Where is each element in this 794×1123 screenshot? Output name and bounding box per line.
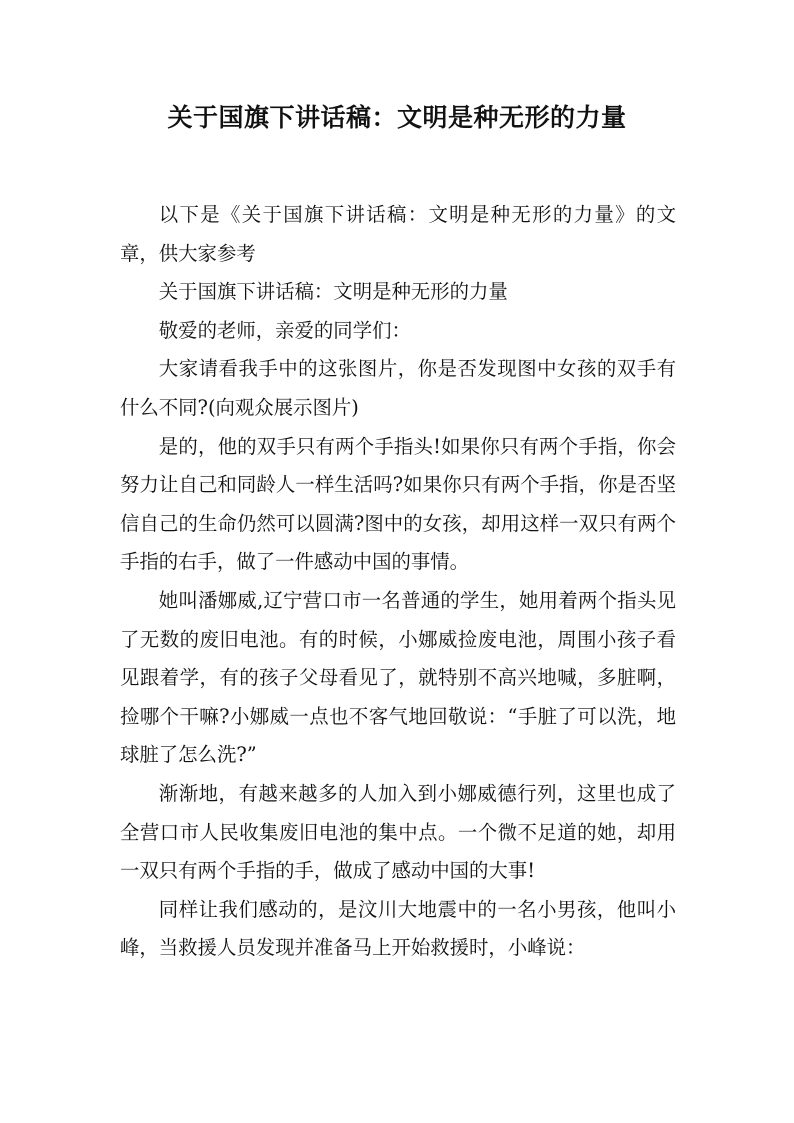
paragraph-two-fingers: 是的，他的双手只有两个手指头!如果你只有两个手指，你会努力让自己和同龄人一样生活吗?如果你只有两个手指，你是否坚信自己的生命仍然可以圆满?图中的女孩，却用这样一双只有两个手指的右手，做了一件感动中国的事情。 [120, 434, 676, 574]
paragraph-intro: 以下是《关于国旗下讲话稿：文明是种无形的力量》的文章，供大家参考 [120, 203, 676, 265]
paragraph-collection-point: 渐渐地，有越来越多的人加入到小娜威德行列，这里也成了全营口市人民收集废旧电池的集中点。一个微不足道的她，却用一双只有两个手指的手，做成了感动中国的大事! [120, 781, 676, 883]
page-title: 关于国旗下讲话稿：文明是种无形的力量 [167, 103, 627, 132]
paragraph-picture: 大家请看我手中的这张图片，你是否发现图中女孩的双手有什么不同?(向观众展示图片) [120, 357, 676, 419]
paragraph-pan-nawei: 她叫潘娜威,辽宁营口市一名普通的学生，她用着两个指头见了无数的废旧电池。有的时候，小娜威捡废电池，周围小孩子看见跟着学，有的孩子父母看见了，就特别不高兴地喊，多脏啊，捡哪个干嘛?小娜威一点也不客气地回敬说：“手脏了可以洗，地球脏了怎么洗?” [120, 588, 676, 767]
document-body [120, 196, 676, 968]
paragraph-greeting: 敬爱的老师，亲爱的同学们： [158, 318, 411, 342]
paragraph-wenchuan: 同样让我们感动的，是汶川大地震中的一名小男孩，他叫小峰，当救援人员发现并准备马上开始救援时，小峰说： [120, 897, 676, 960]
paragraph-subtitle: 关于国旗下讲话稿：文明是种无形的力量 [158, 280, 508, 304]
